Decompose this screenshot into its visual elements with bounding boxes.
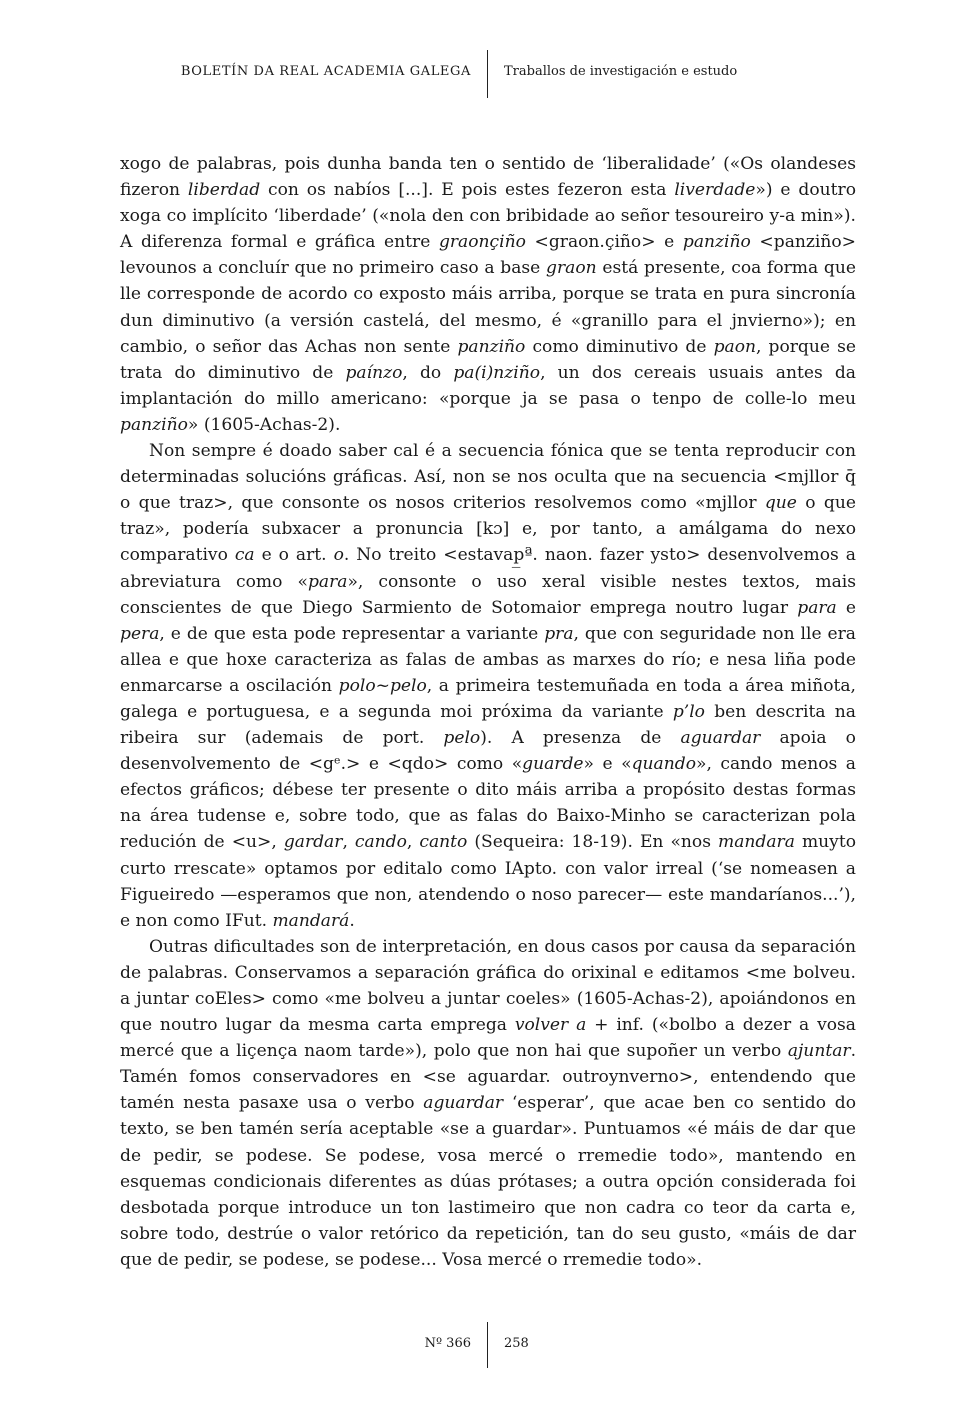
text-run: está presente, coa forma que lle corresponde de acordo co exposto máis arriba, porque se trata en pura sincronía dun diminutivo (a versión castelá, del mesmo, é «granillo para el jnvierno»); en cambio, o señor das Achas non sente xyxy=(120,258,856,357)
page-number: 258 xyxy=(504,1336,529,1351)
italic-term: liberdad xyxy=(187,180,261,201)
italic-term: volver a xyxy=(514,1015,587,1036)
text-run: ). A presenza de xyxy=(480,728,681,749)
italic-term: mandara xyxy=(718,832,795,853)
text-run: , que con seguridade non lle era allea e que hoxe caracteriza as falas de ambas as marxes do río; e nesa liña pode enmarcarse a oscilación xyxy=(120,623,856,696)
text-run: . Tamén fomos conservadores en <se aguardar. outroynverno>, entendendo que tamén nesta pasaxe usa o verbo xyxy=(120,1041,856,1114)
paragraph-1 xyxy=(120,151,856,438)
text-run: (Sequeira: 18-19). En «nos xyxy=(467,832,719,853)
italic-term: pelo xyxy=(443,728,481,749)
text-run: e xyxy=(836,597,856,618)
running-header xyxy=(0,50,975,100)
text-run: ‘esperar’, que acae ben co sentido do texto, se ben tamén sería aceptable «se a guardar». Puntuamos «é máis de dar que de pedir, se podese. Se podese, vosa mercé o rremedie todo», mantendo en esquemas condicionais diferentes as dúas prótases; a outra opción considerada foi desbotada porque introduce un ton lastimeiro que non cadra co teor da carta e, sobre todo, destrúe o valor retórico da repetición, tan do seu gusto, «máis de dar que de pedir, se podese, se podese... Vosa mercé o rremedie todo». xyxy=(120,1093,857,1270)
text-run: », cando menos a efectos gráficos; débese ter presente o dito máis arriba a propósito destas formas na área tudense e, sobre todo, que as falas do Baixo-Minho se caracterizan pola redución de <u>, xyxy=(120,754,856,853)
italic-term: ca xyxy=(234,545,255,566)
italic-term: para xyxy=(307,571,348,592)
italic-term: o xyxy=(333,545,344,566)
text-run: apoia o desenvolvemento de <gᵉ.> e <qdo> como « xyxy=(120,728,856,775)
text-run: xogo de palabras, pois dunha banda ten o sentido de ‘liberalidade’ («Os olandeses fizeron xyxy=(120,154,856,201)
text-run: , a primeira testemuñada en toda a área miñota, galega e portuguesa, e a segunda moi próxima da variante xyxy=(120,675,856,722)
header-divider xyxy=(487,50,488,98)
text-run: o que traz», podería subxacer a pronuncia [kɔ] e, por tanto, a amálgama do nexo comparativo xyxy=(120,493,856,566)
text-run: e o art. xyxy=(254,545,334,566)
italic-term: guarde xyxy=(522,754,584,775)
italic-term: pera xyxy=(120,623,160,644)
text-run: con os nabíos [...]. E pois estes fezeron esta xyxy=(260,180,675,201)
text-run: », consonte o uso xeral visible nestes textos, mais conscientes de que Diego Sarmiento de Sotomaior emprega noutro lugar xyxy=(120,571,856,618)
paragraph-2 xyxy=(120,438,856,934)
text-run: . No treito <estavap̲ª. naon. fazer ysto> desenvolvemos a abreviatura como « xyxy=(120,545,856,592)
text-run: como diminutivo de xyxy=(525,336,714,357)
text-run: , xyxy=(342,832,355,853)
footer-divider xyxy=(487,1322,488,1368)
italic-term: graonçiño xyxy=(438,232,526,253)
issue-number: Nº 366 xyxy=(424,1336,471,1351)
text-run: + inf. («bolbo a dezer a vosa mercé que a liçença naom tarde»), polo que non hai que supoñer un verbo xyxy=(120,1015,856,1062)
italic-term: ajuntar xyxy=(787,1041,851,1062)
italic-term: panziño xyxy=(682,232,751,253)
text-run: , un dos cereais usuais antes da implantación do millo americano: «porque ja se pasa o tenpo de colle-lo meu xyxy=(120,362,856,409)
italic-term: cando xyxy=(354,832,407,853)
paragraph-3 xyxy=(120,934,856,1273)
italic-term: aguardar xyxy=(680,728,761,749)
italic-term: para xyxy=(797,597,837,618)
italic-term: mandará xyxy=(272,910,350,931)
text-run: Outras dificultades son de interpretación, en dous casos por causa da separación de palabras. Conservamos a separación gráfica do orixinal e editamos <me bolveu. a juntar coEles> como «me bolveu a juntar coeles» (1605-Achas-2), apoiándonos en que noutro lugar da mesma carta emprega xyxy=(120,936,856,1036)
italic-term: pa(i)nziño xyxy=(453,362,541,383)
italic-term: paon xyxy=(713,336,756,357)
journal-title: BOLETÍN DA REAL ACADEMIA GALEGA xyxy=(180,64,471,79)
text-run: muyto curto rrescate» optamos por editalo como IApto. con valor irreal (‘se nomeasen a Figueiredo —esperamos que non, atendendo o noso parecer— este mandaríanos...’), e non como IFut. xyxy=(120,832,856,931)
italic-term: aguardar xyxy=(423,1093,504,1114)
text-run: . xyxy=(349,910,355,931)
text-run: , do xyxy=(402,362,454,383)
italic-term: polo~pelo xyxy=(338,675,427,696)
text-run: ben descrita na ribeira sur (ademais de port. xyxy=(120,701,856,749)
text-run: , xyxy=(406,832,420,853)
italic-term: quando xyxy=(631,754,696,775)
text-run: » (1605-Achas-2). xyxy=(187,414,341,435)
section-title: Traballos de investigación e estudo xyxy=(504,64,738,79)
italic-term: pra xyxy=(544,623,574,644)
italic-term: panziño xyxy=(457,336,526,357)
text-run: » e « xyxy=(583,754,632,775)
text-run: <graon.çiño> e xyxy=(525,232,683,253)
article-body xyxy=(120,151,856,1273)
italic-term: que xyxy=(764,493,797,514)
italic-term: paínzo xyxy=(345,362,403,383)
italic-term: gardar xyxy=(283,832,343,853)
text-run: ») e doutro xoga co implícito ‘liberdade’ («nola den con bribidade ao señor tesoureiro y-a min»). A diferenza formal e gráfica entre xyxy=(120,180,856,253)
page-footer xyxy=(0,1322,975,1370)
italic-term: canto xyxy=(419,832,468,853)
italic-term: graon xyxy=(546,258,597,279)
text-run: <panziño> levounos a concluír que no primeiro caso a base xyxy=(120,232,856,279)
text-run: Non sempre é doado saber cal é a secuencia fónica que se tenta reproducir con determinadas solucións gráficas. Así, non se nos oculta que na secuencia <mjllor q̄ o que traz>, que consonte os nosos criterios resolvemos como «mjllor xyxy=(120,441,856,514)
italic-term: p’lo xyxy=(672,701,705,722)
text-run: , e de que esta pode representar a variante xyxy=(159,623,545,644)
italic-term: panziño xyxy=(120,414,188,435)
text-run: , porque se trata do diminutivo de xyxy=(120,336,856,383)
italic-term: liverdade xyxy=(674,180,756,201)
